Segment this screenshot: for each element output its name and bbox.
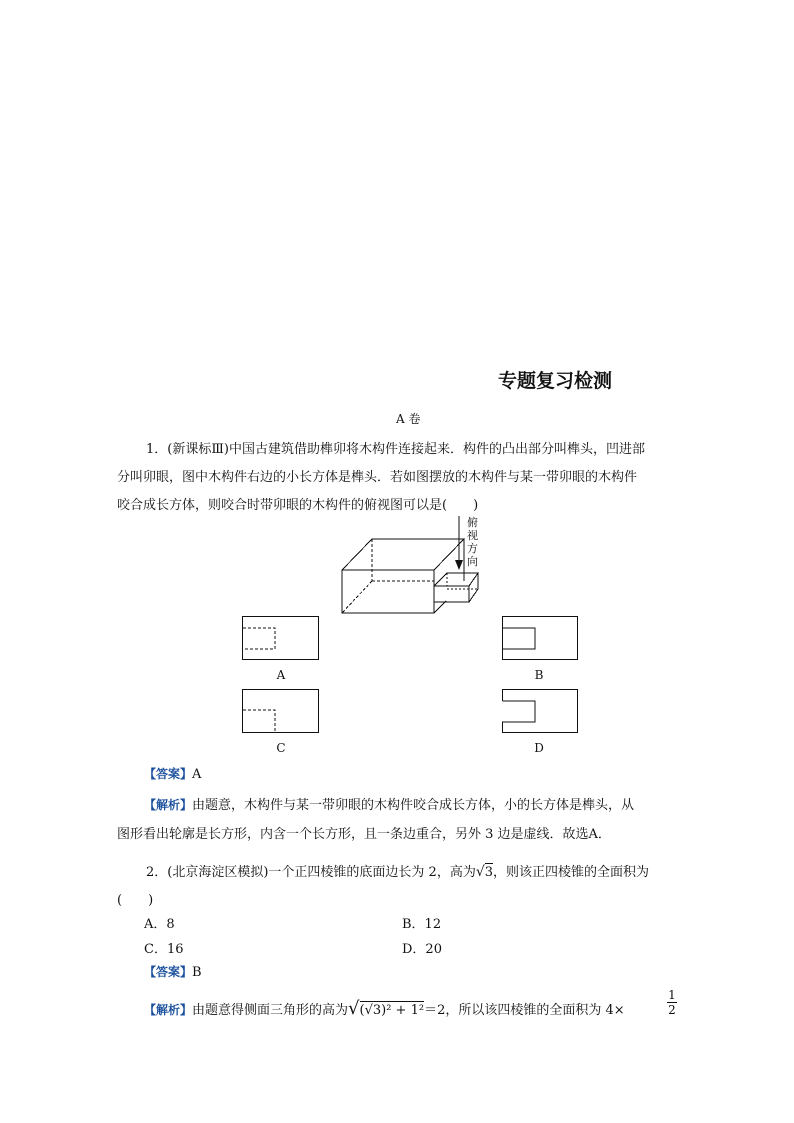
option-a-label: A [276, 668, 286, 682]
analysis-tag: 【解析】 [144, 798, 193, 812]
section-label: A 卷 [396, 412, 421, 426]
option-b-figure [502, 615, 580, 661]
q2-option-a: A．8 [144, 917, 175, 932]
q1-line-1: 1．(新课标Ⅲ)中国古建筑借助榫卯将木构件连接起来．构件的凸出部分叫榫头，凹进部 [146, 442, 645, 457]
q2-radicand: (√3)² + 1² [359, 1003, 425, 1018]
q2-answer-row [144, 963, 202, 980]
option-d-label: D [534, 741, 544, 755]
q2-option-d: D．20 [402, 942, 442, 957]
option-d-figure [502, 689, 580, 735]
q1-answer-row [144, 765, 201, 782]
q2-answer: B [192, 965, 202, 980]
analysis-tag: 【解析】 [144, 1003, 193, 1017]
q2-option-c: C．16 [144, 942, 184, 957]
view-direction-label: 俯 视 方 向 [467, 516, 478, 568]
q2-analysis-line: 【解析】由题意得侧面三角形的高为√(√3)² + 1²＝2，所以该四棱锥的全面积为 4× [144, 998, 625, 1019]
option-c-figure [242, 689, 320, 735]
answer-tag: 【答案】 [144, 965, 193, 979]
q1-answer: A [192, 767, 202, 782]
page-title: 专题复习检测 [498, 370, 613, 392]
option-b-label: B [534, 668, 544, 682]
option-c-label: C [276, 741, 286, 755]
q1-line-3: 咬合成长方体，则咬合时带卯眼的木构件的俯视图可以是( ) [117, 498, 479, 513]
q2-option-b: B．12 [402, 917, 442, 932]
q2-stem-line-2: ( ) [117, 893, 154, 908]
q2-root-value: 3 [484, 865, 494, 880]
q1-analysis-line-2: 图形看出轮廓是长方形，内含一个长方形，且一条边重合，另外 3 边是虚线．故选A． [117, 827, 611, 842]
view-direction-arrow-icon [454, 516, 464, 572]
option-a-figure [242, 615, 320, 661]
q1-analysis-line-1: 【解析】由题意，木构件与某一带卯眼的木构件咬合成长方体，小的长方体是榫头，从 [144, 798, 635, 813]
q1-line-2: 分叫卯眼，图中木构件右边的小长方体是榫头．若如图摆放的木构件与某一带卯眼的木构件 [117, 470, 638, 485]
q2-stem-line-1: 2．(北京海淀区模拟)一个正四棱锥的底面边长为 2，高为√3，则该正四棱锥的全面积为 [146, 864, 650, 880]
fraction-one-half: 1 2 [668, 988, 676, 1017]
answer-tag: 【答案】 [144, 767, 193, 781]
wood-component-figure [330, 515, 490, 615]
